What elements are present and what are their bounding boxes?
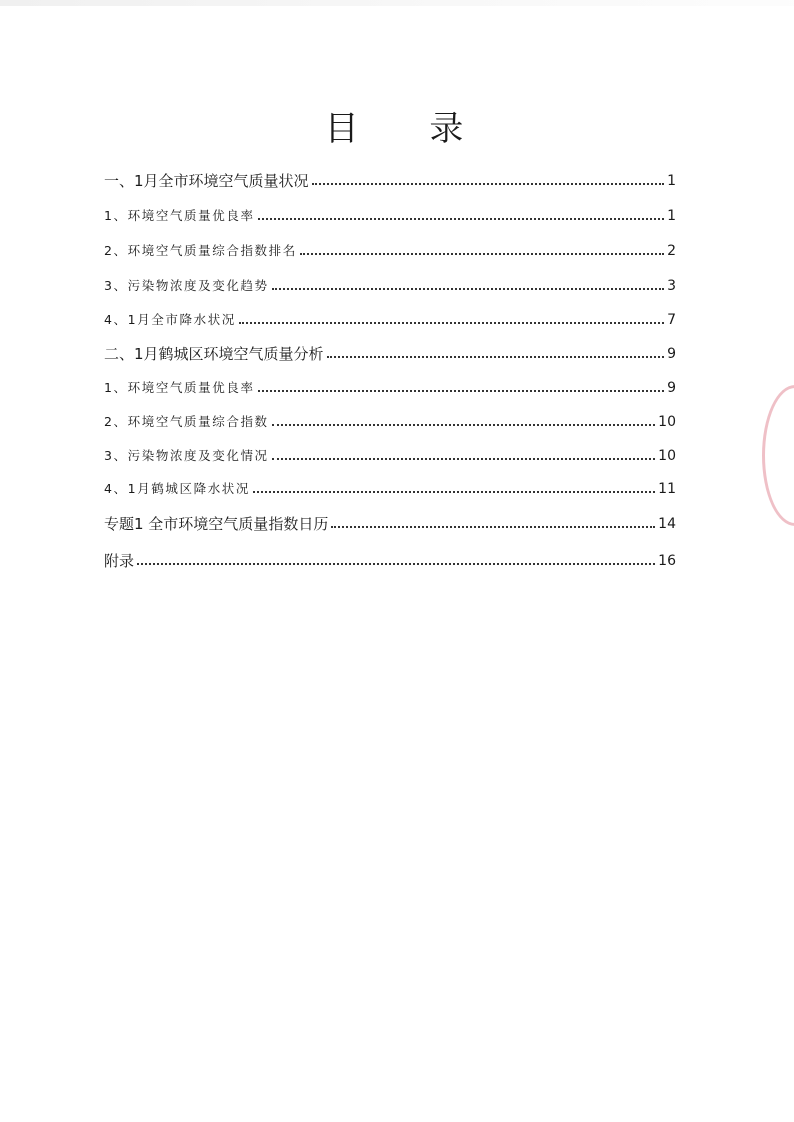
toc-entry-page: 7 xyxy=(667,312,676,328)
toc-entry-page: 16 xyxy=(658,553,676,569)
toc-entry-label: 4、1月鹤城区降水状况 xyxy=(104,481,251,496)
toc-entry-label: 附录 xyxy=(104,552,135,570)
toc-entry-label: 3、污染物浓度及变化情况 xyxy=(104,448,269,463)
toc-entry-label: 2、环境空气质量综合指数 xyxy=(104,414,269,429)
toc-entry-page: 1 xyxy=(667,208,676,224)
toc-entry-page: 10 xyxy=(658,448,676,464)
dot-leader xyxy=(258,217,665,220)
toc-entry[interactable] xyxy=(104,203,676,225)
toc-entry-label: 专题1 全市环境空气质量指数日历 xyxy=(104,515,329,533)
dot-leader xyxy=(272,423,656,426)
toc-entry[interactable] xyxy=(104,409,676,431)
toc-entry-page: 3 xyxy=(667,278,676,294)
dot-leader xyxy=(137,562,655,565)
toc-entry-label: 4、1月全市降水状况 xyxy=(104,312,236,327)
toc-entry-label: 3、污染物浓度及变化趋势 xyxy=(104,278,269,293)
dot-leader xyxy=(272,457,656,460)
toc-entry[interactable] xyxy=(104,443,676,465)
toc-entry[interactable] xyxy=(104,548,676,570)
toc-entry-page: 11 xyxy=(658,481,676,497)
dot-leader xyxy=(312,182,665,185)
toc-entry-page: 2 xyxy=(667,243,676,259)
red-seal-stamp xyxy=(762,385,794,526)
toc-entry-page: 14 xyxy=(658,516,676,532)
toc-entry[interactable] xyxy=(104,307,676,329)
toc-entry[interactable] xyxy=(104,341,676,363)
dot-leader xyxy=(239,321,664,324)
toc-entry[interactable] xyxy=(104,238,676,260)
dot-leader xyxy=(327,355,665,358)
toc-entry-label: 2、环境空气质量综合指数排名 xyxy=(104,243,297,258)
dot-leader xyxy=(331,525,655,528)
toc-entry-page: 9 xyxy=(667,380,676,396)
toc-entry[interactable] xyxy=(104,476,676,498)
toc-entry[interactable] xyxy=(104,511,676,533)
toc-entry-page: 9 xyxy=(667,346,676,362)
toc-entry-label: 1、环境空气质量优良率 xyxy=(104,208,255,223)
dot-leader xyxy=(258,389,665,392)
toc-entry[interactable] xyxy=(104,375,676,397)
dot-leader xyxy=(300,252,664,255)
dot-leader xyxy=(272,287,664,290)
toc-entry-page: 10 xyxy=(658,414,676,430)
page-title: 目 录 xyxy=(324,108,494,149)
toc-entry-label: 一、1月全市环境空气质量状况 xyxy=(104,172,309,190)
toc-entry-label: 1、环境空气质量优良率 xyxy=(104,380,255,395)
toc-entry-label: 二、1月鹤城区环境空气质量分析 xyxy=(104,345,324,363)
toc-entry[interactable] xyxy=(104,168,676,190)
toc-entry-page: 1 xyxy=(667,173,676,189)
toc-entry[interactable] xyxy=(104,273,676,295)
dot-leader xyxy=(253,490,655,493)
scan-edge xyxy=(0,0,794,6)
